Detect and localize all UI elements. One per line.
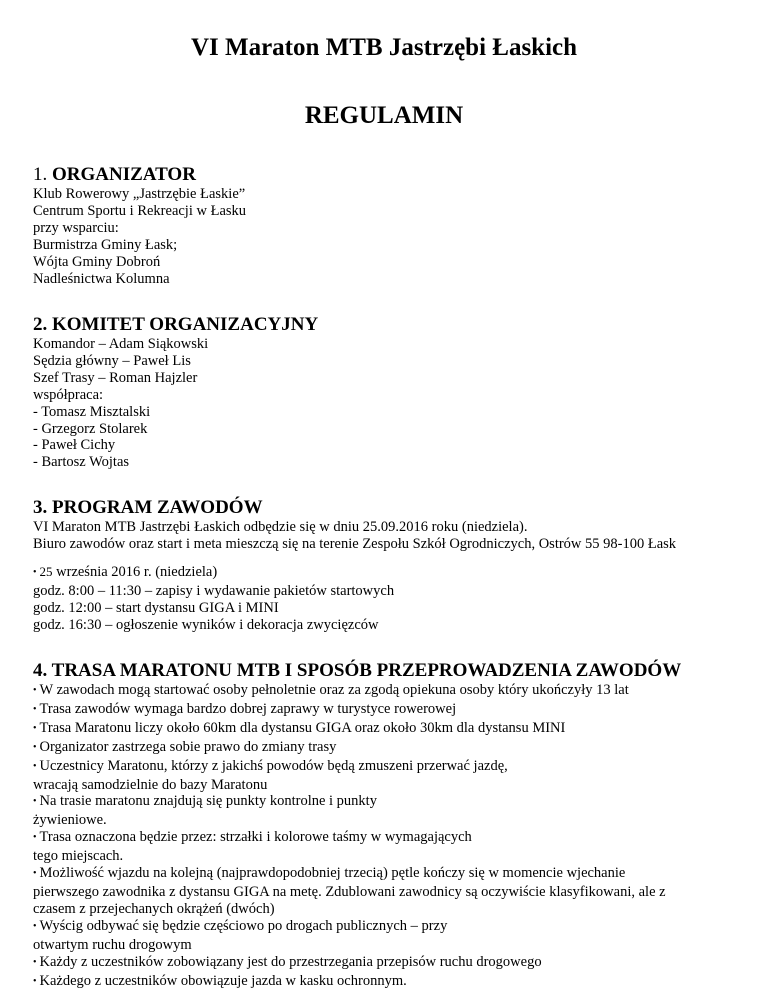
- date-day: 25: [39, 563, 53, 579]
- date-line: [33, 564, 753, 583]
- rule-text: Na trasie maratonu znajdują się punkty kontrolne i punkty: [39, 793, 377, 810]
- schedule-line: godz. 12:00 – start dystansu GIGA i MINI: [33, 599, 279, 616]
- text-line: Komandor – Adam Siąkowski: [33, 336, 209, 352]
- rule-item: [33, 829, 753, 848]
- rule-item: [33, 720, 753, 739]
- text-line: współpraca:: [33, 386, 104, 403]
- text-line: Szef Trasy – Roman Hajzler: [33, 369, 198, 386]
- rule-item: [33, 865, 753, 884]
- bullet-icon: •: [33, 868, 37, 880]
- text-line: Burmistrza Gminy Łask;: [33, 236, 178, 253]
- bullet-icon: •: [33, 832, 37, 844]
- rule-item-continuation: [33, 812, 753, 829]
- text-line: - Paweł Cichy: [33, 437, 116, 454]
- section-heading: [33, 497, 753, 519]
- rule-text: W zawodach mogą startować osoby pełnoletnie oraz za zgodą opiekuna osoby który ukończyły 13 lat: [39, 682, 629, 698]
- bullet-icon: •: [33, 796, 37, 808]
- rule-text: otwartym ruchu drogowym: [33, 936, 192, 953]
- rule-text: Trasa zawodów wymaga bardzo dobrej zaprawy w turystyce rowerowej: [39, 700, 457, 717]
- section-title: 3. PROGRAM ZAWODÓW: [33, 497, 263, 518]
- section-heading: [33, 314, 753, 336]
- bullet-icon: •: [33, 956, 37, 968]
- bullet-icon: •: [33, 566, 37, 578]
- bullet-icon: •: [33, 685, 37, 696]
- rule-text: Każdego z uczestników obowiązuje jazda w kasku ochronnym.: [39, 972, 407, 989]
- text-line: - Grzegorz Stolarek: [33, 420, 148, 437]
- rule-item: [33, 954, 753, 973]
- rule-item: [33, 701, 753, 720]
- rule-text: Wyścig odbywać się będzie częściowo po drogach publicznych – przy: [39, 917, 448, 934]
- rule-text: Trasa Maratonu liczy około 60km dla dystansu GIGA oraz około 30km dla dystansu MINI: [39, 719, 566, 736]
- rule-text: żywieniowe.: [33, 812, 107, 829]
- text-line: - Tomasz Misztalski: [33, 403, 151, 420]
- bullet-icon: •: [33, 703, 37, 715]
- text-line: Sędzia główny – Paweł Lis: [33, 352, 191, 369]
- date-text: września 2016 r. (niedziela): [56, 563, 218, 580]
- rule-item: [33, 739, 753, 758]
- text-line: Nadleśnictwa Kolumna: [33, 270, 170, 287]
- rule-text: Możliwość wjazdu na kolejną (najprawdopodobniej trzecią) pętle kończy się w momencie wjechanie: [39, 865, 626, 882]
- section-number: 1.: [33, 164, 48, 185]
- rule-item-continuation: [33, 901, 753, 918]
- rule-text: czasem z przejechanych okrążeń (dwóch): [33, 900, 275, 917]
- rule-item-continuation: [33, 884, 753, 901]
- bullet-icon: •: [33, 722, 37, 734]
- section-title: ORGANIZATOR: [52, 164, 196, 185]
- schedule-line: godz. 8:00 – 11:30 – zapisy i wydawanie pakietów startowych: [33, 582, 395, 599]
- bullet-icon: •: [33, 760, 37, 772]
- rule-text: Organizator zastrzega sobie prawo do zmiany trasy: [39, 738, 337, 755]
- text-line: przy wsparciu:: [33, 219, 119, 236]
- text-line: Wójta Gminy Dobroń: [33, 253, 161, 270]
- rule-text: tego miejscach.: [33, 848, 124, 865]
- document-subtitle: REGULAMIN: [304, 102, 464, 129]
- rule-text: wracają samodzielnie do bazy Maratonu: [33, 776, 268, 793]
- rule-text: Uczestnicy Maratonu, którzy z jakichś powodów będą zmuszeni przerwać jazdę,: [39, 757, 508, 774]
- rule-item: [33, 918, 753, 937]
- section-heading: [33, 164, 753, 186]
- section-heading: [33, 660, 753, 682]
- rule-item: [33, 973, 753, 992]
- rule-item-continuation: [33, 777, 753, 794]
- rule-text: pierwszego zawodnika z dystansu GIGA na metę. Zdublowani zawodnicy są oczywiście klasyfikowani, ale z: [33, 883, 666, 900]
- text-line: - Bartosz Wojtas: [33, 454, 130, 471]
- rule-item: [33, 682, 753, 701]
- rule-text: Każdy z uczestników zobowiązany jest do przestrzegania przepisów ruchu drogowego: [39, 953, 542, 970]
- bullet-icon: •: [33, 975, 37, 987]
- rule-item: [33, 758, 753, 777]
- section-route: [33, 660, 753, 991]
- text-line: VI Maraton MTB Jastrzębi Łaskich odbędzie się w dniu 25.09.2016 roku (niedziela).: [33, 519, 528, 535]
- bullet-icon: •: [33, 741, 37, 753]
- text-line: Biuro zawodów oraz start i meta mieszczą się na terenie Zespołu Szkół Ogrodniczych, Ostrów 55 98-100 Łask: [33, 535, 677, 552]
- rule-item: [33, 793, 753, 812]
- section-committee: [33, 314, 753, 471]
- section-program: [33, 497, 753, 633]
- section-title: 2. KOMITET ORGANIZACYJNY: [33, 314, 319, 335]
- rule-item-continuation: [33, 848, 753, 865]
- section-title: 4. TRASA MARATONU MTB I SPOSÓB PRZEPROWADZENIA ZAWODÓW: [33, 660, 682, 681]
- rule-item-continuation: [33, 937, 753, 954]
- rule-text: Trasa oznaczona będzie przez: strzałki i kolorowe taśmy w wymagających: [39, 829, 472, 846]
- rules-list: [33, 682, 753, 991]
- document-title: VI Maraton MTB Jastrzębi Łaskich: [190, 34, 578, 61]
- text-line: Klub Rowerowy „Jastrzębie Łaskie”: [33, 186, 246, 202]
- text-line: Centrum Sportu i Rekreacji w Łasku: [33, 202, 247, 219]
- bullet-icon: •: [33, 920, 37, 932]
- section-organizer: [33, 164, 753, 287]
- schedule-line: godz. 16:30 – ogłoszenie wyników i dekoracja zwycięzców: [33, 616, 379, 633]
